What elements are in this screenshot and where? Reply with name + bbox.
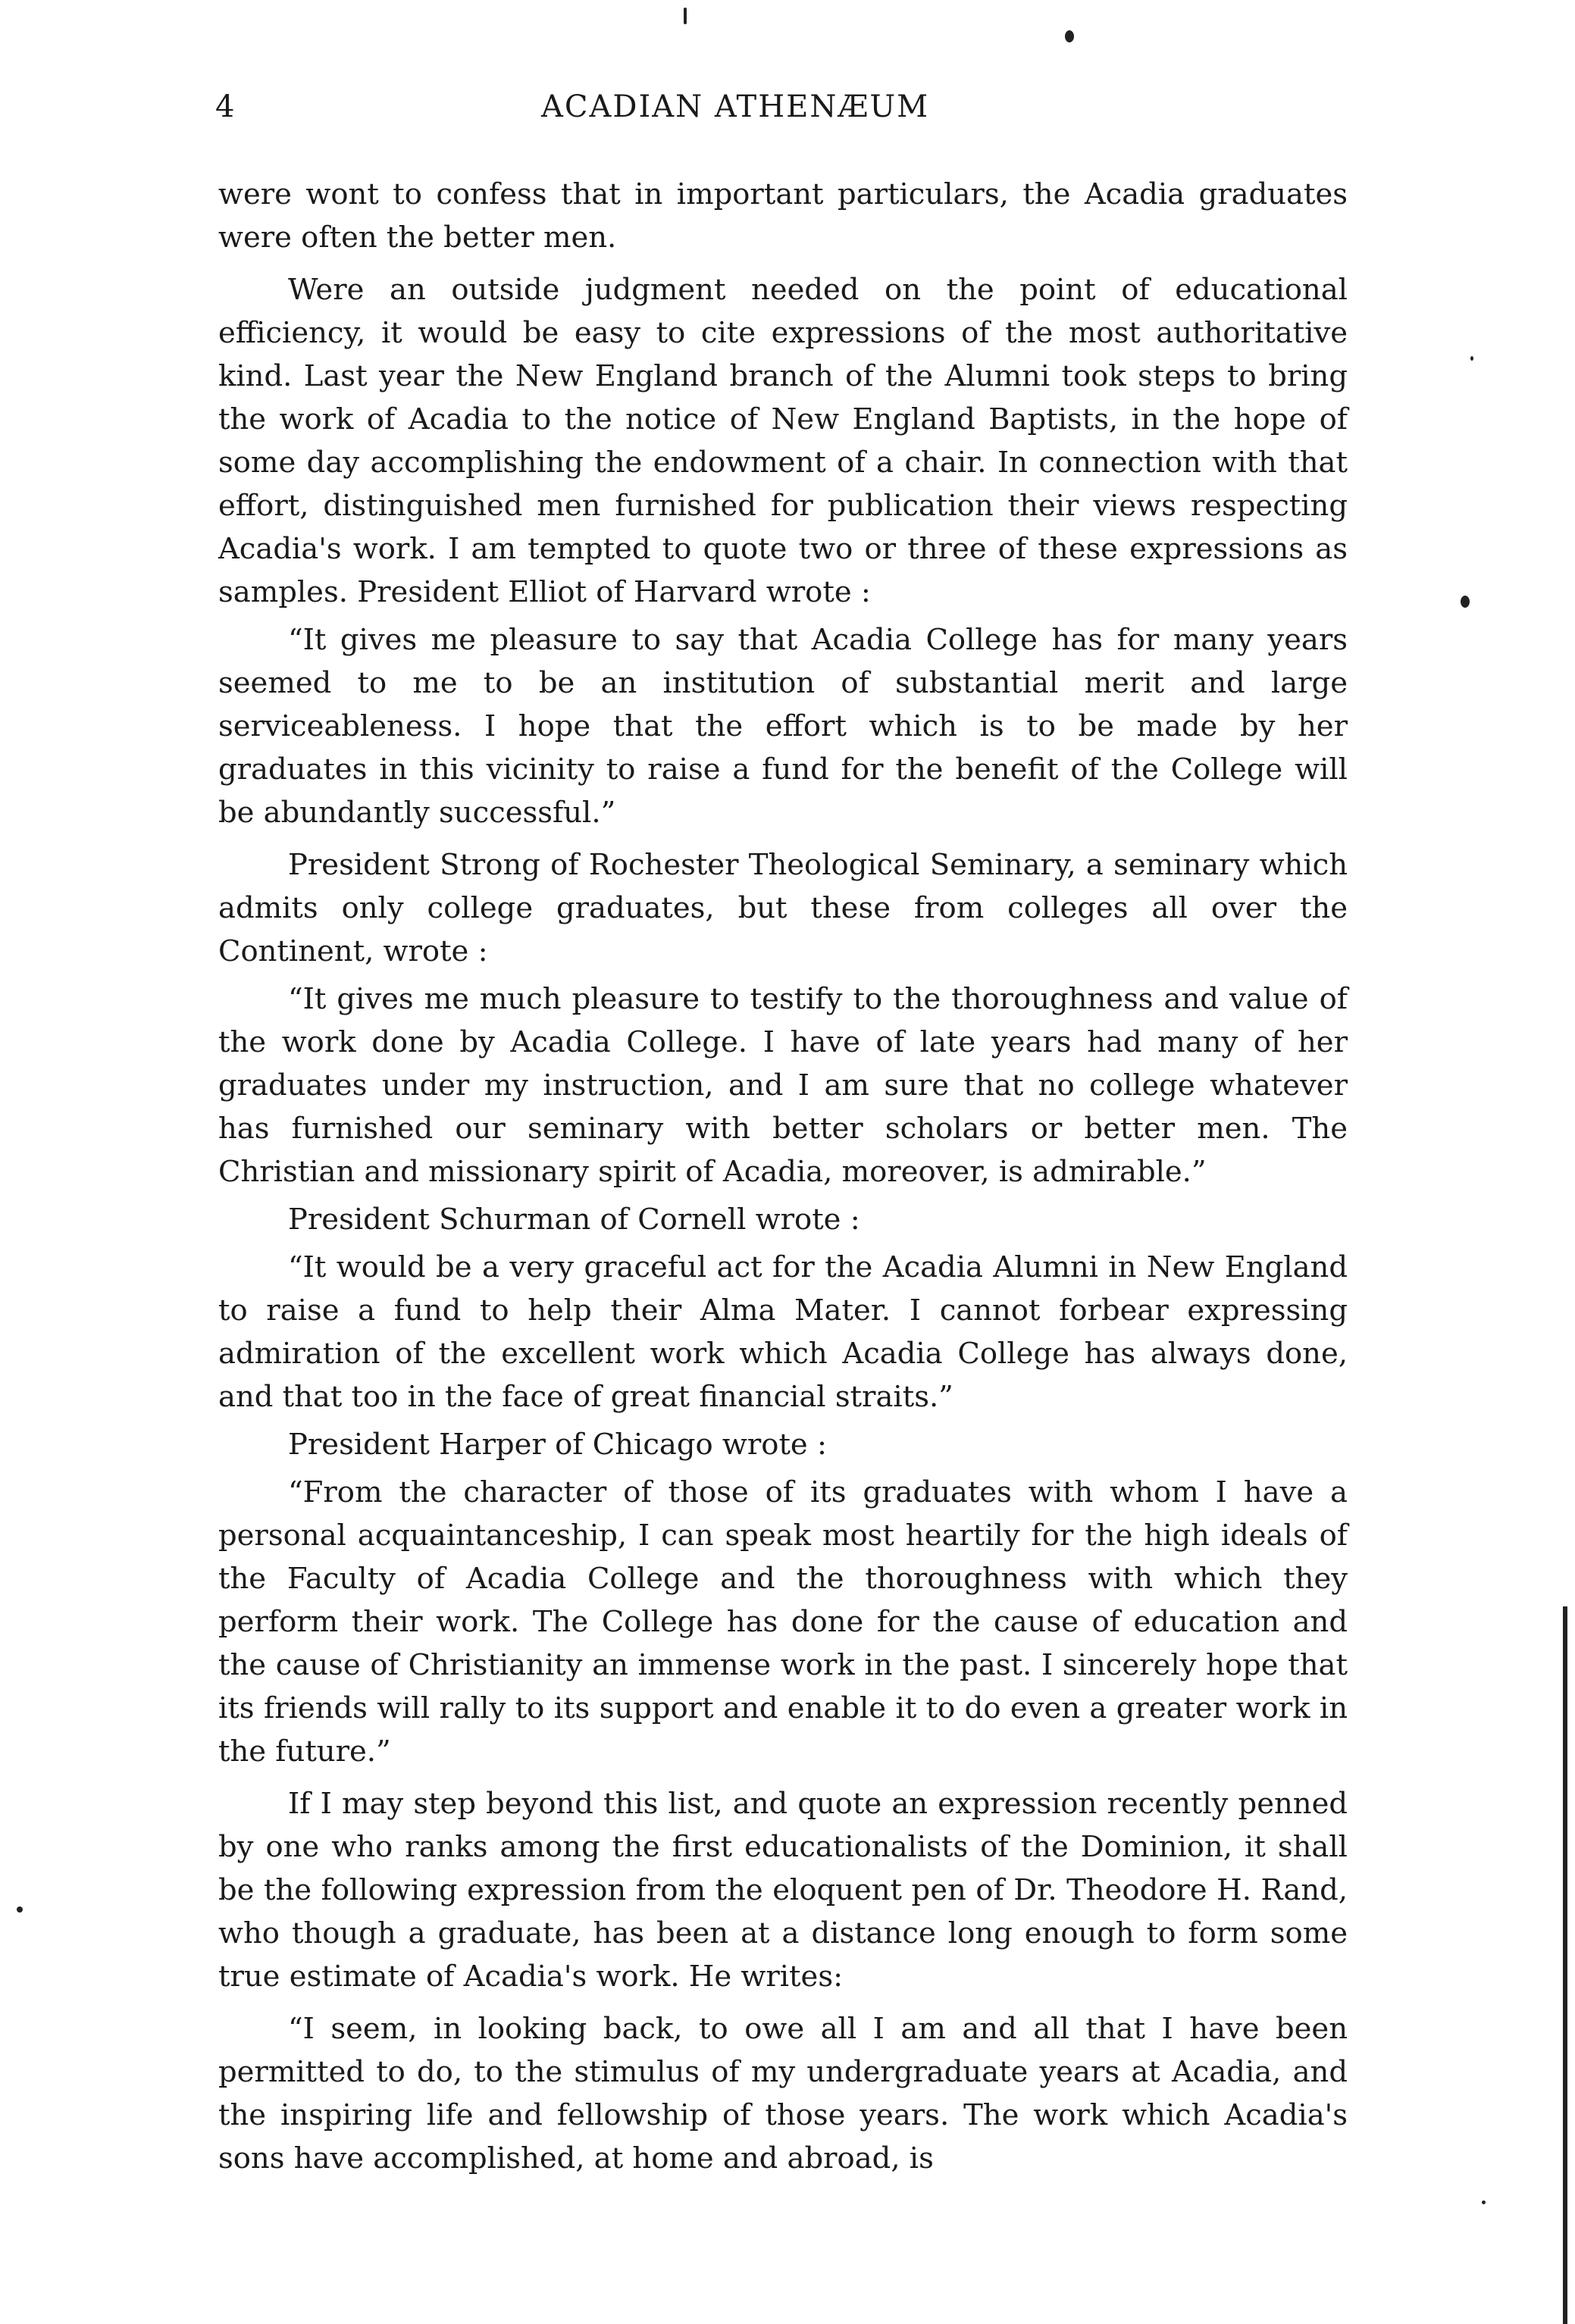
journal-title: ACADIAN ATHENÆUM: [541, 89, 930, 124]
paragraph: If I may step beyond this list, and quote an expression recently penned by one who ranks among the first educationalists of the Dominion, it shall be the following expression from the eloquent pen of Dr. Theodore H. Rand, who though a graduate, has been at a distance long enough to form some true estimate of Acadia's work. He writes:: [218, 1787, 1348, 1994]
quotation: “It gives me much pleasure to testify to the thoroughness and value of the work done by Acadia College. I have of late years had many of her graduates under my instruction, and I am sure that no college whatever has furnished our seminary with better scholars or better men. The Christian and missionary spirit of Acadia, moreover, is admirable.”: [218, 982, 1348, 1189]
scan-speck: [1482, 2200, 1486, 2204]
scan-speck: [1461, 596, 1470, 608]
scan-speck: [684, 8, 687, 24]
paragraph: were wont to confess that in important particulars, the Acadia graduates were often the better men.: [218, 177, 1348, 255]
paragraph: President Strong of Rochester Theological Seminary, a seminary which admits only college graduates, but these from colleges all over the Continent, wrote :: [218, 848, 1348, 968]
paragraph: Were an outside judgment needed on the point of educational efficiency, it would be easy to cite expressions of the most authoritative kind. Last year the New England branch of the Alumni took steps to bring the work of Acadia to the notice of New England Baptists, in the hope of some day accomplishing the endowment of a chair. In connection with that effort, distinguished men furnished for publication their views respecting Acadia's work. I am tempted to quote two or three of these expressions as samples. President Elliot of Harvard wrote :: [218, 273, 1348, 609]
paragraph: President Harper of Chicago wrote :: [288, 1428, 827, 1462]
binding-edge: [1563, 1606, 1567, 2324]
scan-speck: [1470, 356, 1473, 361]
quotation: “From the character of those of its graduates with whom I have a personal acquaintanceship, I can speak most heartily for the high ideals of the Faculty of Acadia College and the thoroughness with which they perform their work. The College has done for the cause of education and the cause of Christianity an immense work in the past. I sincerely hope that its friends will rally to its support and enable it to do even a greater work in the future.”: [218, 1475, 1348, 1769]
quotation: “I seem, in looking back, to owe all I am and all that I have been permitted to do, to the stimulus of my undergraduate years at Acadia, and the inspiring life and fellowship of those years. The work which Acadia's sons have accomplished, at home and abroad, is: [218, 2012, 1348, 2175]
scan-speck: [1065, 30, 1074, 42]
scan-speck: [17, 1906, 23, 1913]
body-text: [218, 173, 1348, 2189]
quotation: “It gives me pleasure to say that Acadia College has for many years seemed to me to be an institution of substantial merit and large serviceableness. I hope that the effort which is to be made by her graduates in this vicinity to raise a fund for the benefit of the College will be abundantly successful.”: [218, 623, 1348, 830]
paragraph: President Schurman of Cornell wrote :: [288, 1203, 860, 1237]
running-head: [215, 89, 1352, 135]
page-number: 4: [215, 89, 235, 124]
quotation: “It would be a very graceful act for the Acadia Alumni in New England to raise a fund to help their Alma Mater. I cannot forbear expressing admiration of the excellent work which Acadia College has always done, and that too in the face of great financial straits.”: [218, 1250, 1348, 1414]
